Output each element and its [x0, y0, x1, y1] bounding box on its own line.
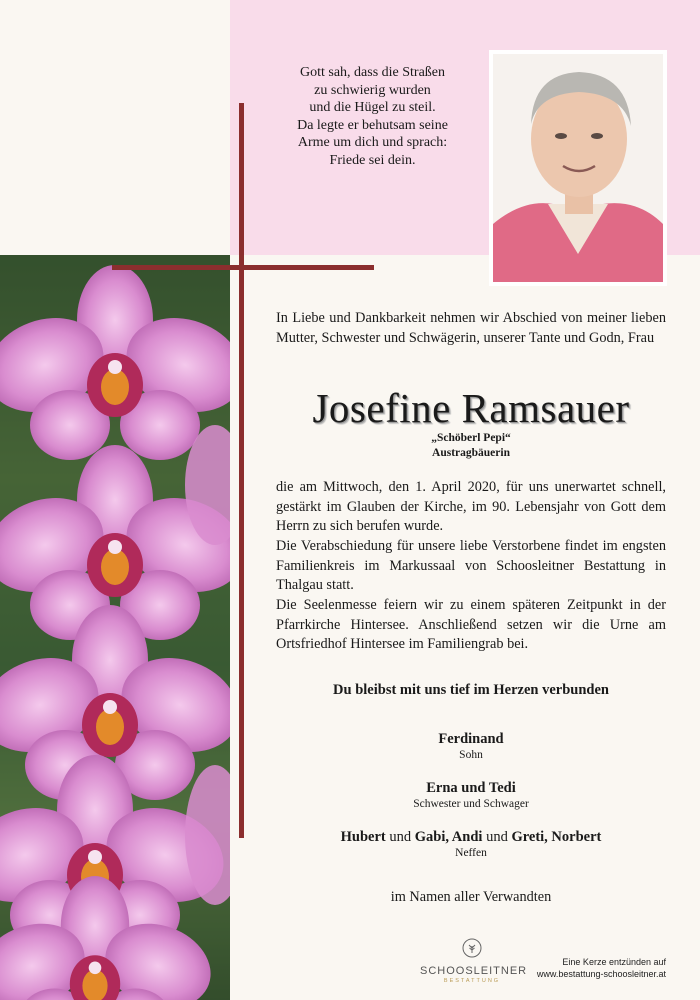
- mourner-name: Ferdinand: [438, 731, 504, 747]
- portrait-photo: [489, 50, 667, 286]
- mourner-relation: Sohn: [459, 749, 483, 761]
- death-notice-paragraph: die am Mittwoch, den 1. April 2020, für uns unerwartet schnell, gestärkt im Glauben der Kirche, im 90. Lebensjahr von Gott dem Herrn zu sich berufen wurde.: [276, 479, 666, 534]
- poem-line: zu schwierig wurden: [314, 82, 431, 98]
- candle-website-link[interactable]: www.bestattung-schoosleitner.at: [536, 969, 666, 979]
- mourner-relation: Neffen: [455, 847, 487, 859]
- poem-line: Da legte er behutsam seine: [297, 117, 448, 133]
- orchid-image: [0, 255, 230, 1000]
- mourner-entry: [276, 730, 666, 763]
- memorial-mass-paragraph: Die Seelenmesse feiern wir zu einem späteren Zeitpunkt in der Pfarrkirche Hintersee. Anschließend setzen wir die Urne am Ortsfriedhof Hintersee im Familiengrab bei.: [276, 597, 666, 652]
- farewell-paragraph: Die Verabschiedung für unsere liebe Verstorbene findet im engsten Familienkreis im Markussaal von Schoosleitner Bestattung in Thalgau statt.: [276, 538, 666, 593]
- mourner-relation: Schwester und Schwager: [413, 798, 529, 810]
- logo-subtitle: BESTATTUNG: [443, 978, 501, 984]
- candle-text: Eine Kerze entzünden auf: [562, 957, 666, 967]
- deceased-nickname: „Schöberl Pepi“: [431, 432, 511, 444]
- funeral-home-logo: [420, 938, 528, 984]
- deceased-name: Josefine Ramsauer: [312, 385, 630, 431]
- cross-horizontal-bar: [112, 265, 374, 270]
- intro-text: In Liebe und Dankbarkeit nehmen wir Abschied von meiner lieben Mutter, Schwester und Schwägerin, unserer Tante und Godn, Frau: [276, 310, 666, 346]
- cross-vertical-bar: [239, 103, 244, 838]
- deceased-role: Austragbäuerin: [432, 447, 510, 459]
- on-behalf-line: im Namen aller Verwandten: [390, 889, 552, 905]
- logo-name: SCHOOSLEITNER: [420, 965, 528, 977]
- poem-line: und die Hügel zu steil.: [309, 100, 436, 115]
- mourner-entry: [276, 828, 666, 861]
- mourner-entry: [276, 779, 666, 812]
- poem: [260, 64, 485, 169]
- mourner-name: Erna und Tedi: [426, 780, 516, 796]
- poem-line: Arme um dich und sprach:: [297, 135, 448, 150]
- tree-emblem-icon: [462, 938, 482, 958]
- poem-line: Gott sah, dass die Straßen: [299, 65, 446, 80]
- closing-line: Du bleibst mit uns tief im Herzen verbunden: [333, 682, 609, 698]
- poem-line: Friede sei dein.: [329, 152, 416, 168]
- candle-notice: [510, 956, 666, 980]
- mourner-name: Hubert und Gabi, Andi und Greti, Norbert: [340, 829, 602, 845]
